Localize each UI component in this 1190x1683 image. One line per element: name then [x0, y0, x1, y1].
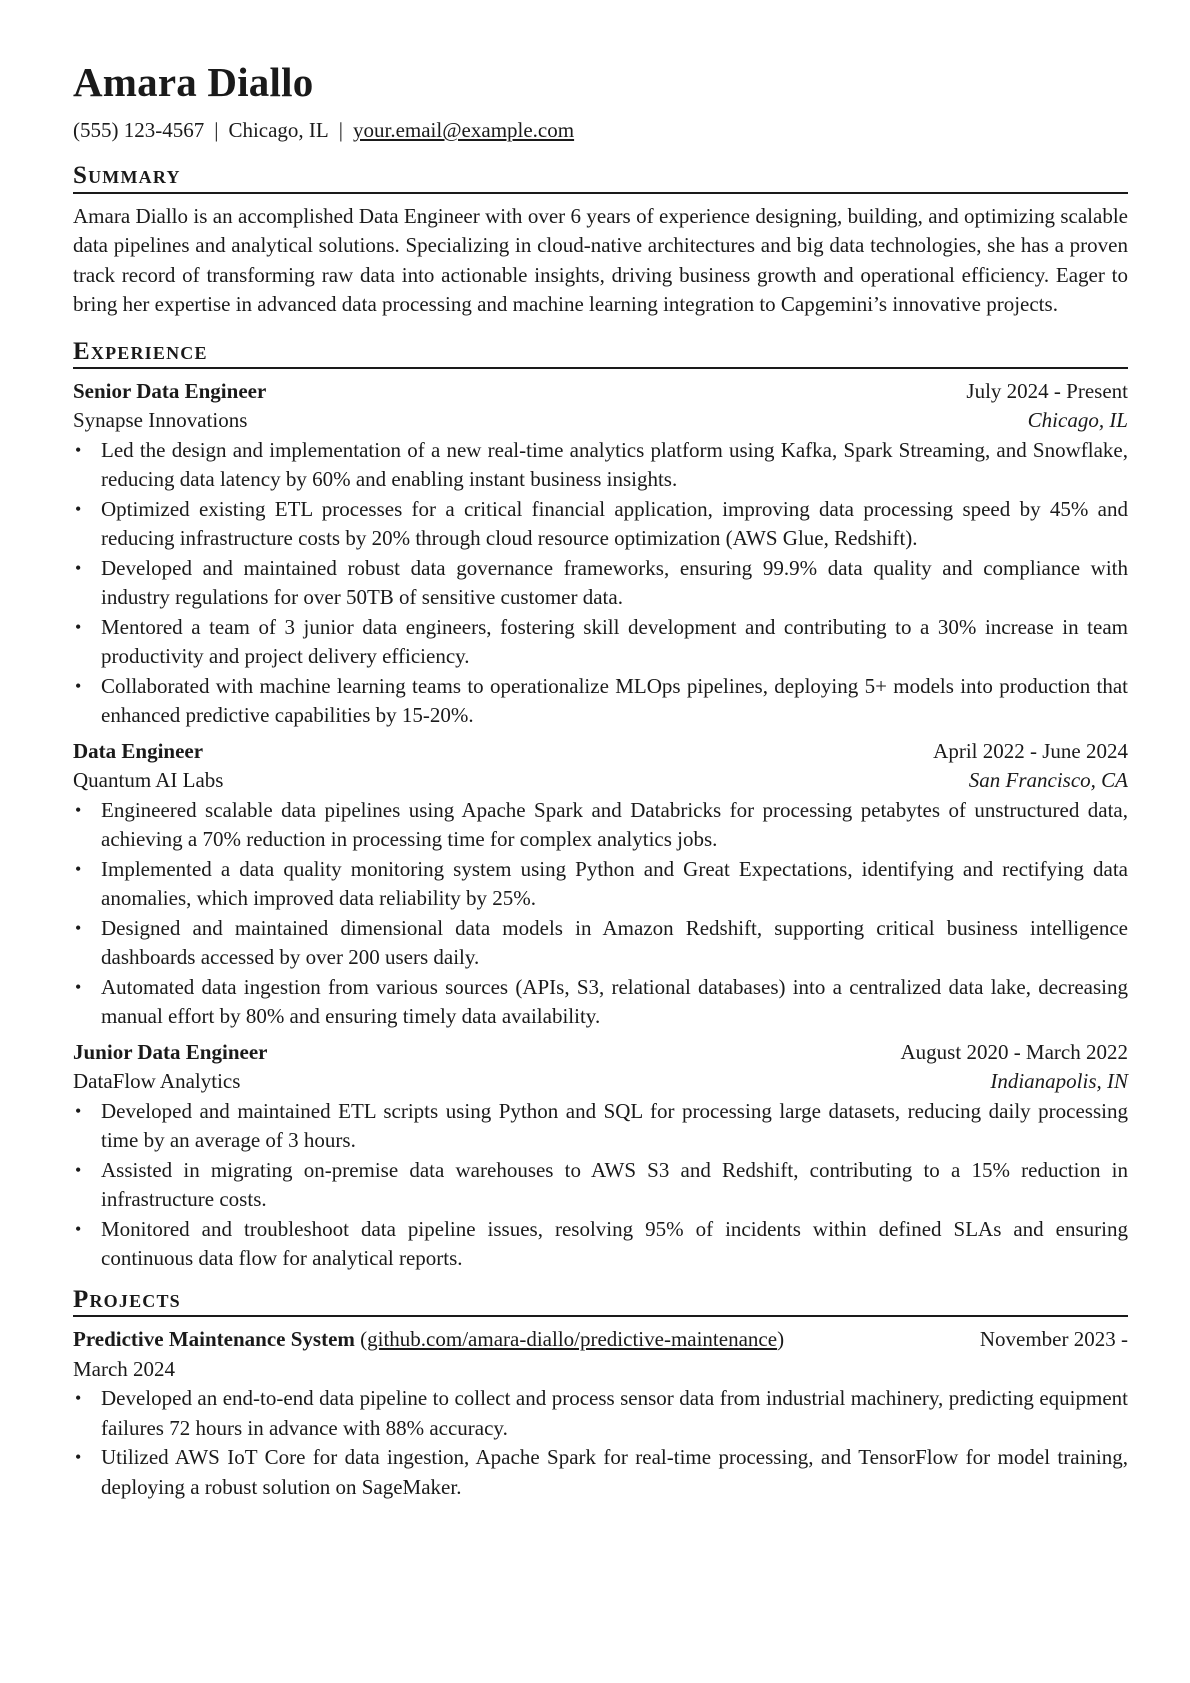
- job-location: Chicago, IL: [1027, 408, 1128, 433]
- company-name: Synapse Innovations: [73, 408, 248, 433]
- project-dates-end: March 2024: [73, 1356, 176, 1381]
- contact-location: Chicago, IL: [228, 118, 329, 143]
- job-location: Indianapolis, IN: [990, 1069, 1128, 1094]
- bullet-item: • Utilized AWS IoT Core for data ingestion, Apache Spark for real-time processing, and TensorFlow for model training, deploying a robust solution on SageMaker.: [101, 1443, 1128, 1502]
- job-subheader: [73, 766, 1128, 796]
- section-divider: [73, 367, 1128, 369]
- section-title-projects: Projects: [73, 1285, 181, 1313]
- project-title-line: Predictive Maintenance System (github.com/amara-diallo/predictive-maintenance): [73, 1327, 785, 1352]
- experience-list: [73, 377, 1128, 1274]
- company-name: Quantum AI Labs: [73, 768, 224, 793]
- bullet-item: • Collaborated with machine learning teams to operationalize MLOps pipelines, deploying 5+ models into production that enhanced predictive capabilities by 15-20%.: [101, 672, 1128, 731]
- job-title: Senior Data Engineer: [73, 378, 267, 403]
- phone-number: (555) 123-4567: [73, 118, 205, 143]
- contact-line: [73, 117, 1128, 144]
- bullet-item: • Optimized existing ETL processes for a critical financial application, improving data processing speed by 45% and reducing infrastructure costs by 20% through cloud resource optimization (AWS Glue, Redshift).: [101, 495, 1128, 554]
- job-subheader: [73, 1067, 1128, 1097]
- bullet-item: • Led the design and implementation of a new real-time analytics platform using Kafka, Spark Streaming, and Snowflake, reducing data latency by 60% and enabling instant business insights.: [101, 436, 1128, 495]
- job-header: [73, 377, 1128, 407]
- bullet-item: • Designed and maintained dimensional data models in Amazon Redshift, supporting critical business intelligence dashboards accessed by over 200 users daily.: [101, 914, 1128, 973]
- job-entry: [73, 737, 1128, 1032]
- job-bullets: [73, 796, 1128, 1032]
- section-divider: [73, 192, 1128, 194]
- job-bullets: [73, 436, 1128, 731]
- bullet-item: • Automated data ingestion from various sources (APIs, S3, relational databases) into a centralized data lake, decreasing manual effort by 80% and ensuring timely data availability.: [101, 973, 1128, 1032]
- project-name: Predictive Maintenance System: [73, 1327, 355, 1352]
- separator: |: [338, 118, 343, 143]
- project-bullets: [73, 1384, 1128, 1502]
- job-bullets: [73, 1097, 1128, 1274]
- job-entry: [73, 377, 1128, 731]
- project-entry: [73, 1325, 1128, 1502]
- company-name: DataFlow Analytics: [73, 1069, 241, 1094]
- section-title-experience: Experience: [73, 337, 208, 365]
- section-title-summary: Summary: [73, 162, 181, 190]
- section-divider: [73, 1315, 1128, 1317]
- candidate-name: Amara Diallo: [73, 59, 314, 105]
- job-title: Data Engineer: [73, 738, 204, 763]
- job-entry: [73, 1038, 1128, 1274]
- project-header: [73, 1325, 1128, 1355]
- bullet-item: • Mentored a team of 3 junior data engineers, fostering skill development and contributing to a 30% increase in team productivity and project delivery efficiency.: [101, 613, 1128, 672]
- bullet-item: • Developed an end-to-end data pipeline to collect and process sensor data from industrial machinery, predicting equipment failures 72 hours in advance with 88% accuracy.: [101, 1384, 1128, 1443]
- job-subheader: [73, 406, 1128, 436]
- summary-text: Amara Diallo is an accomplished Data Engineer with over 6 years of experience designing, building, and optimizing scalable data pipelines and analytical solutions. Specializing in cloud-native architectures and big data technologies, she has a proven track record of transforming raw data into actionable insights, driving business growth and operational efficiency. Eager to bring her expertise in advanced data processing and machine learning integration to Capgemini’s innovative projects.: [73, 203, 1128, 317]
- projects-list: [73, 1325, 1128, 1502]
- job-dates: April 2022 - June 2024: [933, 738, 1128, 763]
- bullet-item: • Developed and maintained robust data governance frameworks, ensuring 99.9% data quality and compliance with industry regulations for over 50TB of sensitive customer data.: [101, 554, 1128, 613]
- bullet-item: • Assisted in migrating on-premise data warehouses to AWS S3 and Redshift, contributing to a 15% reduction in infrastructure costs.: [101, 1156, 1128, 1215]
- job-header: [73, 1038, 1128, 1068]
- bullet-item: • Developed and maintained ETL scripts using Python and SQL for processing large datasets, reducing daily processing time by an average of 3 hours.: [101, 1097, 1128, 1156]
- job-location: San Francisco, CA: [968, 768, 1128, 793]
- job-title: Junior Data Engineer: [73, 1039, 268, 1064]
- job-dates: August 2020 - March 2022: [900, 1039, 1128, 1064]
- project-link[interactable]: github.com/amara-diallo/predictive-maintenance: [367, 1327, 778, 1352]
- bullet-item: • Monitored and troubleshoot data pipeline issues, resolving 95% of incidents within defined SLAs and ensuring continuous data flow for analytical reports.: [101, 1215, 1128, 1274]
- bullet-item: • Implemented a data quality monitoring system using Python and Great Expectations, identifying and rectifying data anomalies, which improved data reliability by 25%.: [101, 855, 1128, 914]
- bullet-item: • Engineered scalable data pipelines using Apache Spark and Databricks for processing petabytes of unstructured data, achieving a 70% reduction in processing time for complex analytics jobs.: [101, 796, 1128, 855]
- separator: |: [214, 118, 219, 143]
- job-header: [73, 737, 1128, 767]
- project-dates-start: November 2023 -: [979, 1327, 1128, 1352]
- email-link[interactable]: your.email@example.com: [352, 118, 575, 143]
- job-dates: July 2024 - Present: [966, 378, 1128, 403]
